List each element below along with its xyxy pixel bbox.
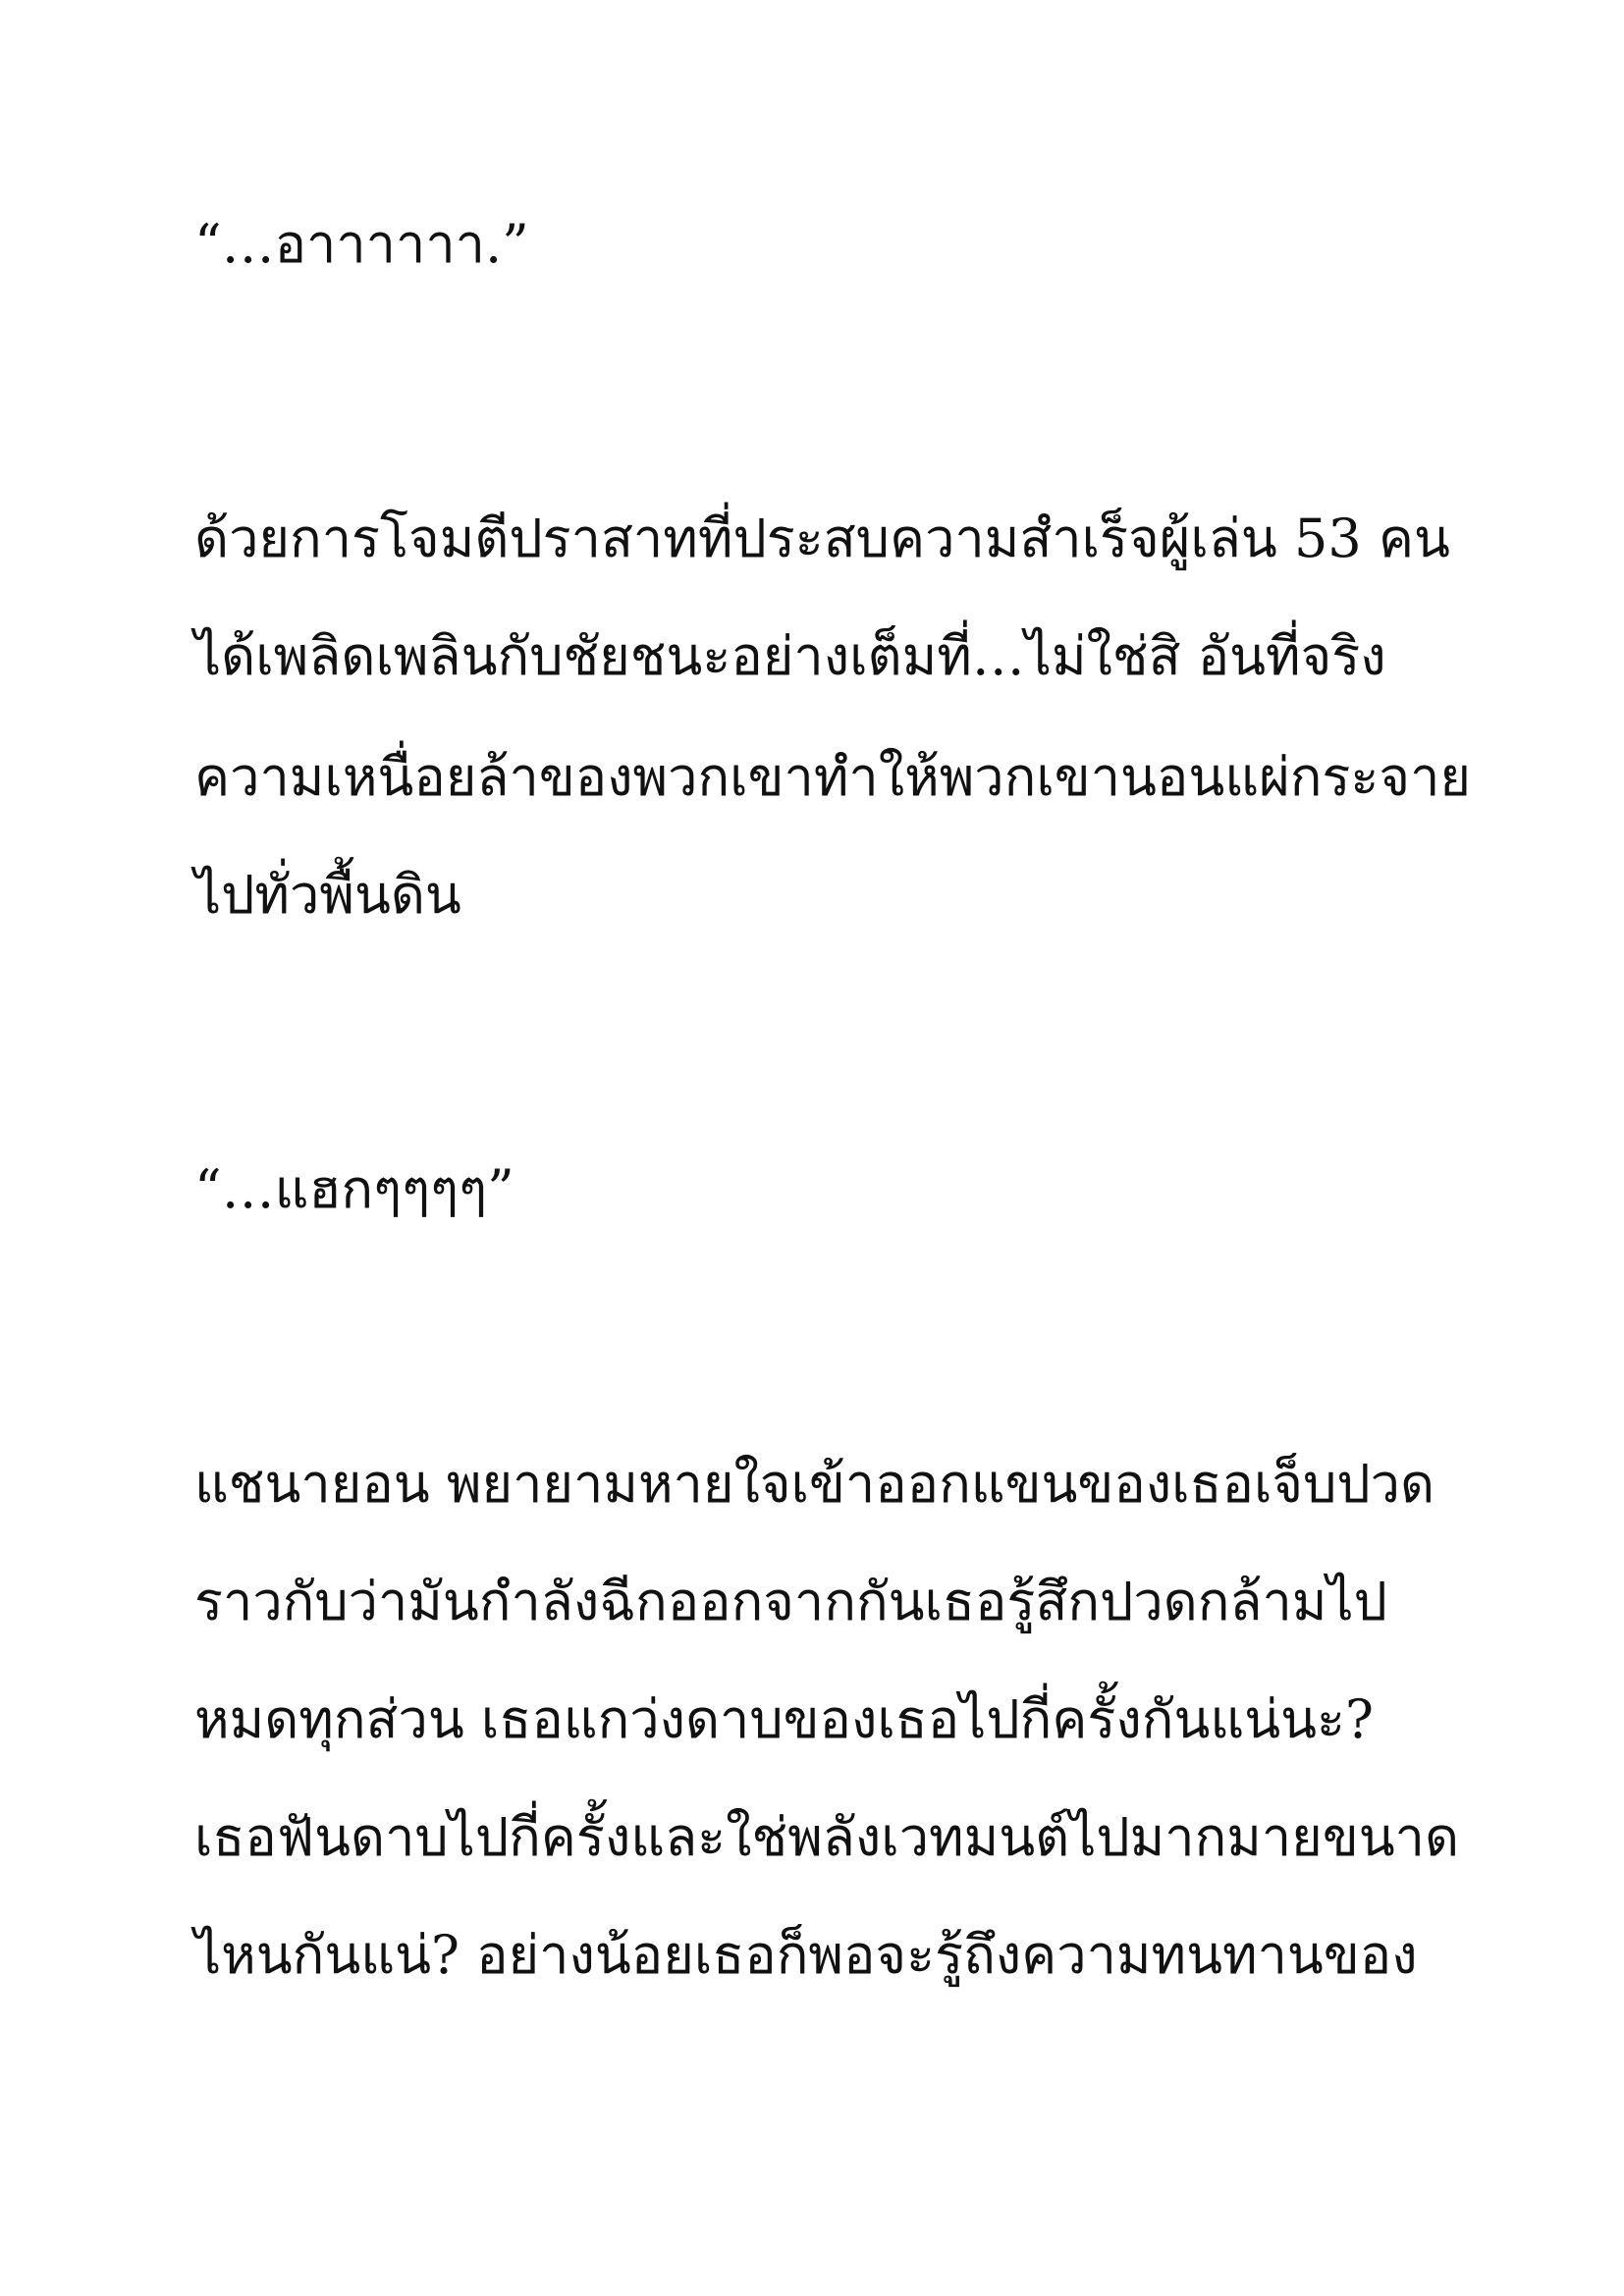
paragraph-1-line-3: ความเหนื่อยล้าของพวกเขาทำให้พวกเขานอนแผ่กระจาย <box>194 746 1472 808</box>
paragraph-2-line-2: ราวกับว่ามันกำลังฉีกออกจากกันเธอรู้สึกปวดกล้ามไป <box>194 1571 1387 1632</box>
paragraph-1-line-2: ได้เพลิดเพลินกับชัยชนะอย่างเต็มที่…ไม่ใช่สิ อันที่จริง <box>194 625 1386 687</box>
paragraph-2-line-3: หมดทุกส่วน เธอแกว่งดาบของเธอไปกี่ครั้งกันแน่นะ? <box>194 1688 1374 1750</box>
paragraph-1-line-4: ไปทั่วพื้นดิน <box>194 864 461 926</box>
dialogue-line-1: “…อาาาาาา.” <box>194 213 529 275</box>
paragraph-2-line-5: ไหนกันแน่? อย่างน้อยเธอก็พอจะรู้ถึงความทนทานของ <box>194 1924 1418 1986</box>
paragraph-1-line-1: ด้วยการโจมตีปราสาทที่ประสบความสำเร็จผู้เล่น 53 คน <box>194 507 1450 569</box>
paragraph-2-line-4: เธอฟันดาบไปกี่ครั้งและใช่พลังเวทมนต์ไปมากมายขนาด <box>194 1806 1460 1868</box>
paragraph-2-line-1: แชนายอน พยายามหายใจเข้าออกแขนของเธอเจ็บปวด <box>194 1453 1435 1515</box>
dialogue-line-2: “…แฮกๆๆๆๆ” <box>194 1158 514 1220</box>
